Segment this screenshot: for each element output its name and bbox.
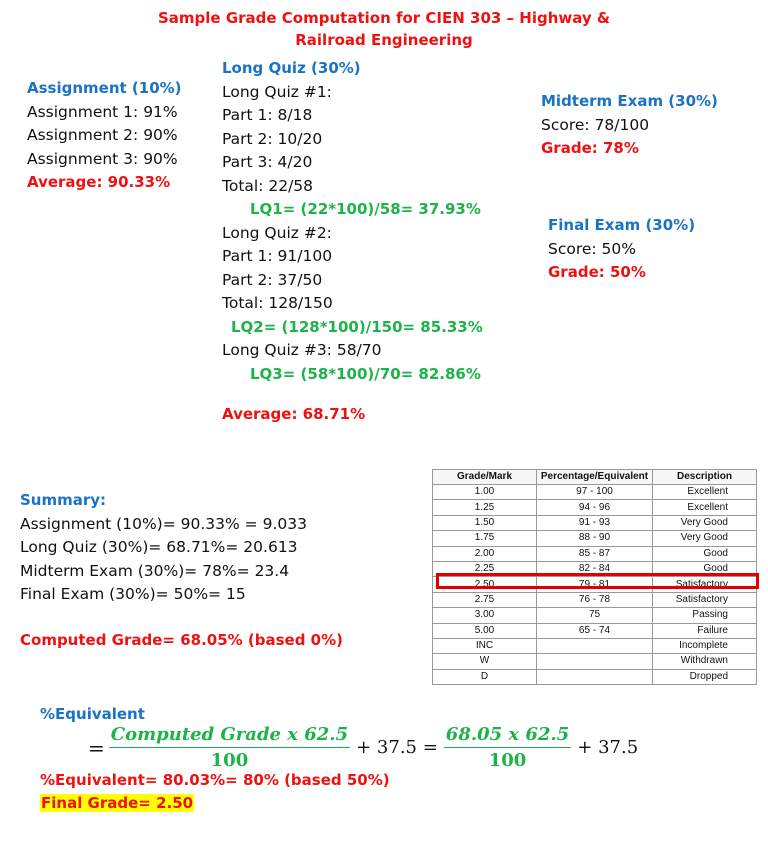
grade-table-cell: Excellent (653, 500, 757, 515)
long-quiz-line: Total: 22/58 (222, 176, 314, 195)
midterm-score: Score: 78/100 (541, 115, 650, 134)
grade-table-header: Grade/Mark (433, 470, 537, 485)
grade-table-cell: 97 - 100 (537, 485, 653, 500)
summary-item: Midterm Exam (30%)= 78%= 23.4 (20, 561, 290, 580)
grade-table-cell: Excellent (653, 485, 757, 500)
formula-numerator-2: 68.05 x 62.5 (444, 724, 571, 748)
long-quiz-line: Long Quiz #2: (222, 223, 332, 242)
grade-table-cell: Failure (653, 623, 757, 638)
grade-table-row (433, 500, 757, 515)
long-quiz-line: Part 3: 4/20 (222, 153, 313, 171)
long-quiz-line: Total: 128/150 (222, 294, 333, 312)
final-grade: Final Grade= 2.50 (41, 794, 194, 812)
formula-plus-1: + 37.5 = (356, 737, 438, 758)
grade-table-cell: 91 - 93 (537, 515, 653, 530)
page-title (0, 7, 768, 51)
summary-item: Long Quiz (30%)= 68.71%= 20.613 (20, 538, 298, 556)
summary-item: Assignment (10%)= 90.33% = 9.033 (20, 514, 307, 533)
grade-table-row (433, 608, 757, 623)
summary-section (20, 489, 343, 652)
assignment-item: Assignment 1: 91% (27, 102, 178, 121)
grade-table-cell: 76 - 78 (537, 592, 653, 607)
grade-table-row (433, 654, 757, 669)
long-quiz-line: Part 1: 8/18 (222, 106, 313, 124)
long-quiz-section (222, 57, 483, 427)
grade-table-header-row (433, 470, 757, 485)
highlighted-row-box (436, 573, 759, 589)
summary-item: Final Exam (30%)= 50%= 15 (20, 585, 246, 603)
grade-table-cell: 94 - 96 (537, 500, 653, 515)
grade-table-row (433, 485, 757, 500)
long-quiz-computation: LQ3= (58*100)/70= 82.86% (250, 364, 481, 383)
long-quiz-line: Part 2: 10/20 (222, 129, 323, 148)
final-exam-heading: Final Exam (30%) (548, 216, 696, 234)
title-line-2: Railroad Engineering (295, 31, 473, 49)
grade-table-cell: 65 - 74 (537, 623, 653, 638)
grade-table-cell: Withdrawn (653, 654, 757, 669)
grade-table-cell (537, 669, 653, 684)
long-quiz-average: Average: 68.71% (222, 405, 366, 423)
grade-table-cell (537, 654, 653, 669)
assignment-section (27, 77, 182, 195)
grade-table-cell: 79 - 81 (537, 577, 653, 592)
grade-table-cell: 5.00 (433, 623, 537, 638)
long-quiz-line: Long Quiz #3: 58/70 (222, 341, 382, 359)
grade-table-cell: D (433, 669, 537, 684)
grade-table-row (433, 592, 757, 607)
grade-table-header: Percentage/Equivalent (537, 470, 653, 485)
grade-table-cell: 1.00 (433, 485, 537, 500)
equivalent-heading: %Equivalent (40, 705, 145, 723)
final-exam-section (548, 214, 695, 285)
computed-grade: Computed Grade= 68.05% (based 0%) (20, 630, 343, 649)
grade-table-cell: 2.00 (433, 546, 537, 561)
grade-table-cell: 2.25 (433, 561, 537, 576)
grade-table-row (433, 638, 757, 653)
grade-table-cell: 1.50 (433, 515, 537, 530)
grade-table-cell: Dropped (653, 669, 757, 684)
grade-table-cell: W (433, 654, 537, 669)
summary-heading: Summary: (20, 491, 107, 509)
title-line-1: Sample Grade Computation for CIEN 303 – Highway & (158, 9, 610, 27)
formula-plus-2: + 37.5 (577, 737, 639, 758)
formula-numerator-1: Computed Grade x 62.5 (109, 724, 350, 748)
formula-fraction-2 (444, 724, 571, 771)
grade-table-cell: Good (653, 561, 757, 576)
long-quiz-computation: LQ2= (128*100)/150= 85.33% (231, 317, 483, 336)
grade-table-cell: 88 - 90 (537, 531, 653, 546)
grade-table-cell: 2.50 (433, 577, 537, 592)
grade-table-cell: Incomplete (653, 638, 757, 653)
midterm-grade: Grade: 78% (541, 139, 639, 157)
grade-table-cell: 1.75 (433, 531, 537, 546)
midterm-section (541, 90, 718, 161)
grade-table-row (433, 669, 757, 684)
grade-table-cell: Very Good (653, 531, 757, 546)
grade-table-cell: 82 - 84 (537, 561, 653, 576)
grade-table-cell: Good (653, 546, 757, 561)
grade-table-cell: 75 (537, 608, 653, 623)
final-exam-grade: Grade: 50% (548, 263, 646, 281)
grade-table-cell: Satisfactory (653, 592, 757, 607)
grade-table-cell (537, 638, 653, 653)
grade-table-cell: Very Good (653, 515, 757, 530)
grade-table-row (433, 546, 757, 561)
grade-table-row (433, 623, 757, 638)
long-quiz-line: Part 2: 37/50 (222, 270, 323, 289)
grade-table-header: Description (653, 470, 757, 485)
assignment-item: Assignment 2: 90% (27, 126, 178, 144)
assignment-average: Average: 90.33% (27, 173, 171, 191)
grade-table-row (433, 515, 757, 530)
formula-denominator-1: 100 (210, 750, 249, 771)
long-quiz-computation: LQ1= (22*100)/58= 37.93% (250, 200, 481, 218)
equivalent-result: %Equivalent= 80.03%= 80% (based 50%) (40, 771, 390, 789)
grade-table-cell: 2.75 (433, 592, 537, 607)
grade-table-cell: Passing (653, 608, 757, 623)
long-quiz-line: Long Quiz #1: (222, 82, 332, 101)
grade-table-row (433, 531, 757, 546)
grade-table-cell: Satisfactory (653, 577, 757, 592)
grade-table-cell: 1.25 (433, 500, 537, 515)
assignment-heading: Assignment (10%) (27, 79, 182, 97)
formula-fraction-1 (109, 724, 350, 771)
midterm-heading: Midterm Exam (30%) (541, 92, 718, 110)
grade-table-cell: 3.00 (433, 608, 537, 623)
grade-table-cell: 85 - 87 (537, 546, 653, 561)
long-quiz-heading: Long Quiz (30%) (222, 59, 361, 77)
assignment-item: Assignment 3: 90% (27, 149, 178, 168)
formula-denominator-2: 100 (488, 750, 527, 771)
equivalent-formula (88, 724, 638, 771)
long-quiz-lines (222, 81, 483, 387)
grade-table-cell: INC (433, 638, 537, 653)
long-quiz-line: Part 1: 91/100 (222, 247, 333, 265)
equals-sign: = (88, 735, 105, 760)
final-exam-score: Score: 50% (548, 239, 637, 258)
